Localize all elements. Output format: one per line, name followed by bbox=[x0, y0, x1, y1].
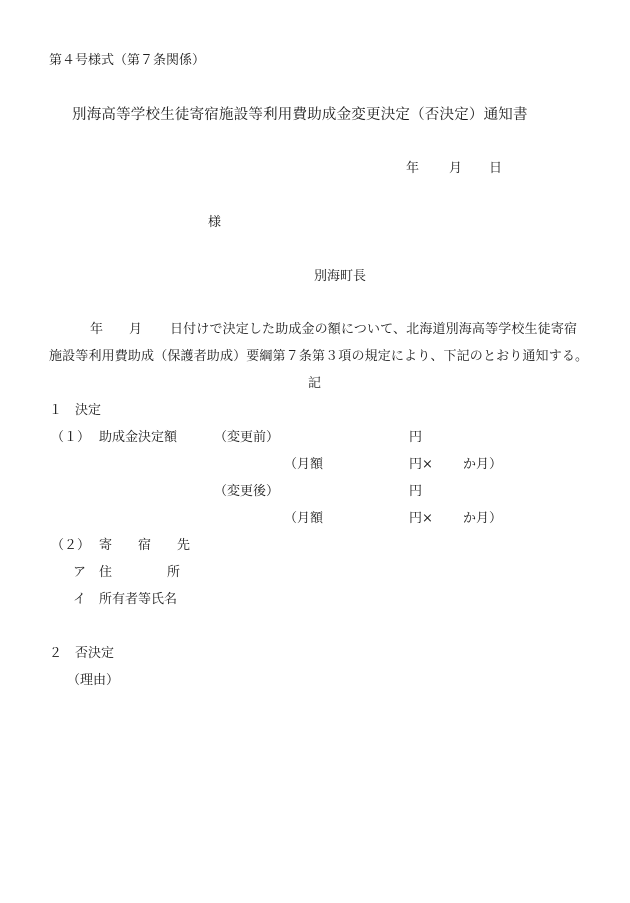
item-2-label-char-2: 宿 bbox=[138, 538, 152, 553]
item-2-number: （２） bbox=[51, 538, 91, 553]
sub-a-label-char-1: 住 bbox=[99, 565, 113, 580]
item-1-label: 助成金決定額 bbox=[99, 430, 178, 445]
date-month: 月 bbox=[449, 161, 463, 176]
sub-a-label-char-2: 所 bbox=[167, 565, 181, 580]
before-yen: 円 bbox=[409, 430, 423, 445]
before-months: か月） bbox=[463, 457, 503, 472]
sub-i-label: 所有者等氏名 bbox=[99, 592, 178, 607]
before-change-label: （変更前） bbox=[214, 430, 280, 445]
after-monthly-yen: 円× bbox=[409, 511, 433, 526]
addressee-suffix: 様 bbox=[208, 215, 222, 230]
after-months: か月） bbox=[463, 511, 503, 526]
date-day: 日 bbox=[489, 161, 503, 176]
sub-a-mark: ア bbox=[73, 565, 87, 580]
document-title: 別海高等学校生徒寄宿施設等利用費助成金変更決定（否決定）通知書 bbox=[72, 107, 528, 123]
reason-label: （理由） bbox=[67, 673, 120, 688]
item-2-label-char-1: 寄 bbox=[99, 538, 113, 553]
item-1-number: （１） bbox=[51, 430, 91, 445]
body-line-2: 施設等利用費助成（保護者助成）要綱第７条第３項の規定により、下記のとおり通知する。 bbox=[49, 349, 589, 364]
before-monthly-label: （月額 bbox=[284, 457, 324, 472]
after-yen: 円 bbox=[409, 484, 423, 499]
section-2-heading: ２ 否決定 bbox=[49, 646, 115, 661]
sub-i-mark: イ bbox=[73, 592, 87, 607]
before-monthly-yen: 円× bbox=[409, 457, 433, 472]
date-year: 年 bbox=[406, 161, 420, 176]
body-month: 月 bbox=[129, 322, 143, 337]
after-change-label: （変更後） bbox=[214, 484, 280, 499]
sender-name: 別海町長 bbox=[314, 269, 367, 284]
item-2-label-char-3: 先 bbox=[177, 538, 191, 553]
after-monthly-label: （月額 bbox=[284, 511, 324, 526]
body-line-1: 日付けで決定した助成金の額について、北海道別海高等学校生徒寄宿 bbox=[170, 322, 578, 337]
body-year: 年 bbox=[90, 322, 104, 337]
form-number: 第４号様式（第７条関係） bbox=[49, 53, 206, 68]
section-1-heading: １ 決定 bbox=[49, 403, 102, 418]
ki-heading: 記 bbox=[308, 376, 322, 391]
